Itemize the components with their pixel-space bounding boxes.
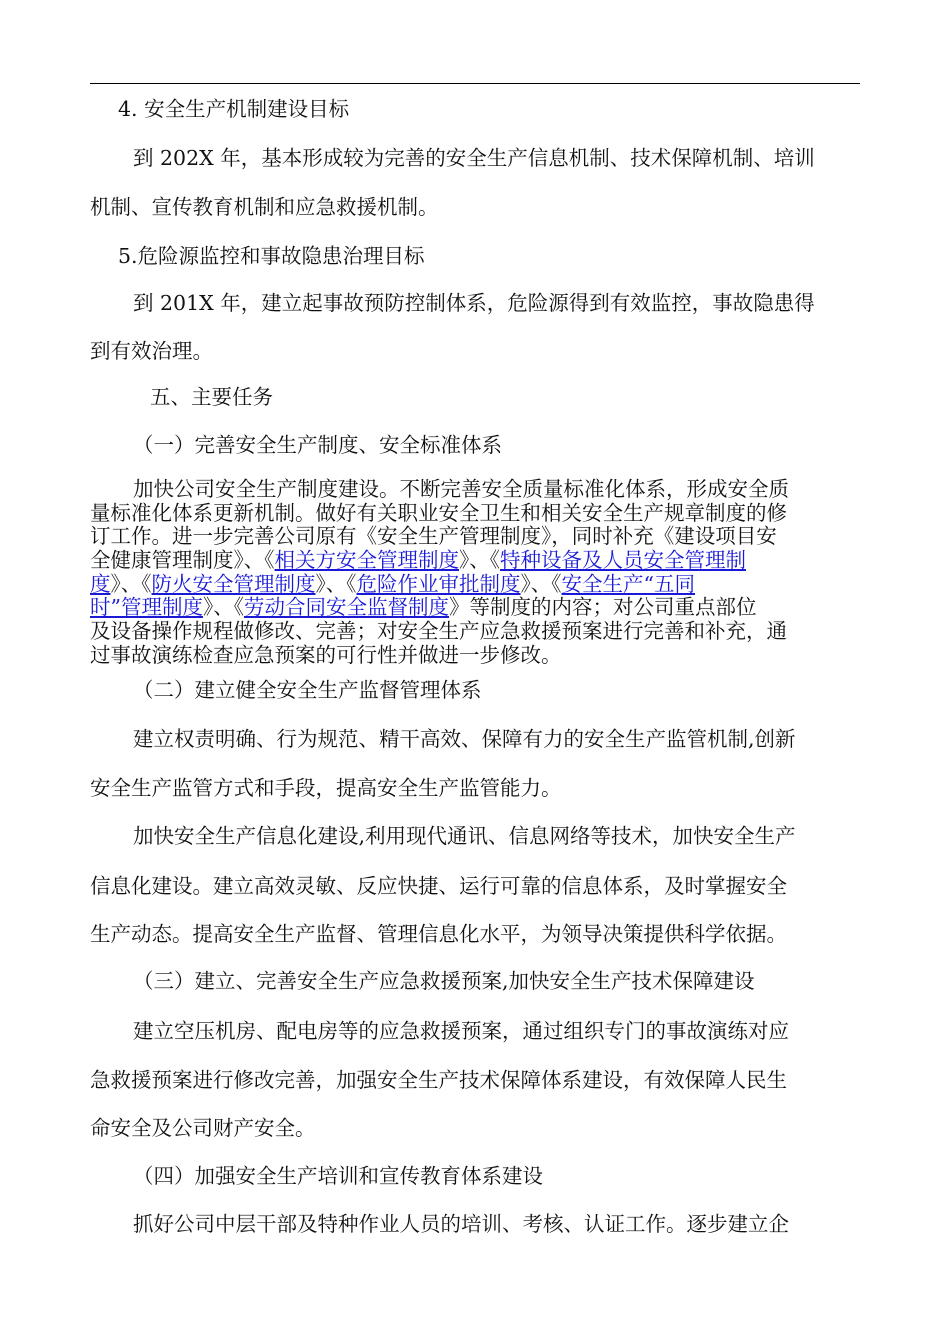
link-special-equipment-safety[interactable]: 特种设备及人员安全管理制 (500, 548, 746, 573)
dense-paragraph (90, 478, 860, 668)
paragraph-line: 订工作。进一步完善公司原有《安全生产管理制度》，同时补充《建设项目安 (90, 524, 777, 549)
subsection-heading-3: （三）建立、完善安全生产应急救援预案,加快安全生产技术保障建设 (133, 969, 755, 993)
paragraph-line: 加快安全生产信息化建设,利用现代通讯、信息网络等技术，加快安全生产 (133, 824, 796, 848)
text-run: 》、《 (520, 571, 562, 596)
text-run: 全健康管理制度》、《 (90, 548, 275, 573)
section-heading-main-tasks: 五、主要任务 (150, 385, 273, 409)
link-five-simultaneous[interactable]: 安全生产“五同 (561, 571, 695, 596)
paragraph-line: 命安全及公司财产安全。 (90, 1116, 316, 1140)
heading-mechanism-goal: 4. 安全生产机制建设目标 (118, 97, 350, 121)
paragraph-line: 急救援预案进行修改完善，加强安全生产技术保障体系建设，有效保障人民生 (90, 1068, 787, 1092)
text-run: 》、《 (202, 595, 244, 620)
paragraph-line: 抓好公司中层干部及特种作业人员的培训、考核、认证工作。逐步建立企 (133, 1212, 789, 1236)
paragraph-line: 生产动态。提高安全生产监督、管理信息化水平，为领导决策提供科学依据。 (90, 922, 787, 946)
text-run: 》等制度的内容；对公司重点部位 (448, 595, 757, 620)
text-run: 》、《 (315, 571, 357, 596)
paragraph-line (90, 573, 860, 597)
paragraph-line: 信息化建设。建立高效灵敏、反应快捷、运行可靠的信息体系，及时掌握安全 (90, 874, 787, 898)
paragraph-line: 过事故演练检查应急预案的可行性并做进一步修改。 (90, 642, 562, 667)
subsection-heading-1: （一）完善安全生产制度、安全标准体系 (133, 433, 502, 457)
paragraph-line: 到 201X 年，建立起事故预防控制体系，危险源得到有效监控，事故隐患得 (133, 291, 815, 315)
paragraph-line: 建立空压机房、配电房等的应急救援预案，通过组织专门的事故演练对应 (133, 1019, 789, 1043)
paragraph-line: 量标准化体系更新机制。做好有关职业安全卫生和相关安全生产规章制度的修 (90, 500, 787, 525)
link-fire-safety[interactable]: 防火安全管理制度 (151, 571, 316, 596)
link-special-equipment-safety-cont[interactable]: 度 (90, 571, 111, 596)
text-run: 》、《 (110, 571, 152, 596)
text-run: 》、《 (459, 548, 500, 573)
header-rule (90, 83, 860, 84)
subsection-heading-4: （四）加强安全生产培训和宣传教育体系建设 (133, 1164, 543, 1188)
link-hazardous-work-approval[interactable]: 危险作业审批制度 (356, 571, 521, 596)
link-related-party-safety[interactable]: 相关方安全管理制度 (274, 548, 459, 573)
paragraph-line: 加快公司安全生产制度建设。不断完善安全质量标准化体系，形成安全质 (133, 477, 789, 501)
heading-hazard-goal: 5.危险源监控和事故隐患治理目标 (118, 244, 425, 268)
paragraph-line: 安全生产监管方式和手段，提高安全生产监管能力。 (90, 776, 562, 800)
paragraph-line: 及设备操作规程做修改、完善；对安全生产应急救援预案进行完善和补充，通 (90, 619, 787, 644)
paragraph-line: 到 202X 年，基本形成较为完善的安全生产信息机制、技术保障机制、培训 (133, 146, 815, 170)
paragraph-line: 建立权责明确、行为规范、精干高效、保障有力的安全生产监管机制,创新 (133, 727, 796, 751)
paragraph-line (90, 549, 860, 573)
link-five-simultaneous-cont[interactable]: 时”管理制度 (90, 595, 203, 620)
paragraph-line (90, 596, 860, 620)
paragraph-line: 机制、宣传教育机制和应急救援机制。 (90, 195, 439, 219)
paragraph-line: 到有效治理。 (90, 339, 213, 363)
subsection-heading-2: （二）建立健全安全生产监督管理体系 (133, 678, 482, 702)
link-labor-contract-safety[interactable]: 劳动合同安全监督制度 (243, 595, 449, 620)
